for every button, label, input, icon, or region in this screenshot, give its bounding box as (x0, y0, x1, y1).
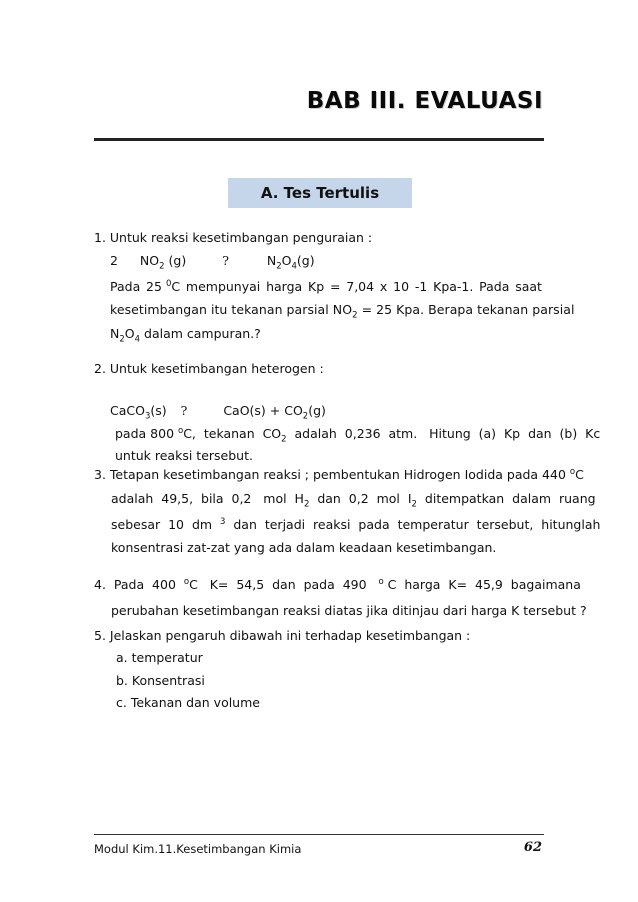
equilibrium-arrow-symbol: ? (180, 403, 188, 418)
q1-eq-product-b: O (281, 253, 292, 268)
q2-eq-a: CaCO (110, 403, 145, 418)
q1-eq-product-b-sub: 4 (291, 261, 297, 272)
q3-line-2 (111, 491, 596, 510)
q1-line-1: 1. Untuk reaksi kesetimbangan penguraian : (94, 230, 373, 245)
q3-l2-sub2: 2 (411, 499, 417, 510)
q3-l1-sup: o (569, 466, 576, 477)
q2-l3-c: adalah 0,236 atm. Hitung (a) Kp dan (b) Kc (286, 426, 601, 441)
q2-l3-b: C, tekanan CO (183, 426, 282, 441)
q2-eq-b: (s) (150, 403, 167, 418)
q1-l5-sub2: 4 (134, 334, 141, 345)
footer-rule (94, 834, 544, 835)
q1-word: Kp (308, 279, 325, 294)
q4-l1-c: C harga K= 45,9 bagaimana (383, 577, 581, 592)
q1-l5-c: dalam campuran.? (140, 326, 261, 341)
q1-l5-b: O (124, 326, 135, 341)
q3-l3-a: sebesar 10 dm (111, 517, 220, 532)
q2-equation (110, 403, 326, 422)
q1-eq-product-a: N (266, 253, 277, 268)
title-rule (94, 138, 544, 141)
chapter-title: BAB III. EVALUASI (306, 88, 543, 114)
q1-equation (110, 253, 315, 272)
q1-temp-unit: C (171, 279, 181, 294)
q1-word: -1 (414, 279, 428, 294)
q4-l1-a: 4. Pada 400 (94, 577, 184, 592)
q3-l2-sub1: 2 (303, 499, 310, 510)
q1-temp-degree: 0 (165, 278, 172, 289)
q2-line-4: untuk reaksi tersebut. (115, 448, 253, 463)
q2-l3-sup: o (178, 425, 184, 436)
equilibrium-arrow-symbol: ? (222, 253, 229, 268)
q1-eq-product-state: (g) (296, 253, 315, 268)
q1-eq-product-a-sub: 2 (276, 261, 282, 272)
q5-option-a: a. temperatur (116, 650, 203, 665)
q2-eq-sub1: 3 (144, 411, 151, 422)
q3-line-3 (111, 517, 600, 533)
q1-line-4 (110, 302, 575, 321)
q1-line-5 (110, 326, 261, 345)
q2-eq-d: (g) (308, 403, 326, 418)
q3-line-4: konsentrasi zat-zat yang ada dalam keadaan kesetimbangan. (111, 540, 497, 555)
q1-line-3 (110, 279, 542, 295)
q1-word: Pada (479, 279, 510, 294)
section-title: A. Tes Tertulis (260, 184, 380, 202)
q1-l4-text: kesetimbangan itu tekanan parsial NO (110, 302, 353, 317)
q3-l3-b: dan terjadi reaksi pada temperatur tersebut, hitunglah (225, 517, 601, 532)
q1-l5-a: N (110, 326, 120, 341)
q3-l2-b: dan 0,2 mol I (309, 491, 412, 506)
q1-eq-reactant: NO (139, 253, 160, 268)
section-header-box (228, 178, 412, 208)
q1-eq-reactant-sub: 2 (159, 261, 165, 272)
q3-l1-b: C (575, 467, 584, 482)
q2-l3-a: pada 800 (115, 426, 178, 441)
q3-line-1 (94, 467, 584, 483)
q3-l3-sup: 3 (220, 516, 226, 527)
q4-line-2: perubahan kesetimbangan reaksi diatas jika ditinjau dari harga K tersebut ? (111, 603, 587, 618)
q4-l1-b: C K= 54,5 dan pada 490 (189, 577, 379, 592)
q4-line-1 (94, 577, 581, 593)
q5-option-b: b. Konsentrasi (116, 673, 205, 688)
q1-word: harga (266, 279, 303, 294)
q4-l1-sup2: o (378, 576, 384, 587)
q1-temp-value: 25 (146, 279, 162, 294)
q1-word: = (329, 279, 341, 294)
q1-eq-coef: 2 (110, 253, 118, 268)
q2-line-3 (115, 425, 601, 445)
q1-temperature (146, 279, 180, 295)
q5-line-1: 5. Jelaskan pengaruh dibawah ini terhadap kesetimbangan : (94, 628, 471, 643)
q2-line-1: 2. Untuk kesetimbangan heterogen : (94, 361, 324, 376)
q3-l1-a: 3. Tetapan kesetimbangan reaksi ; pembentukan Hidrogen Iodida pada 440 (94, 467, 570, 482)
q1-word: 7,04 (346, 279, 375, 294)
q1-word: saat (515, 279, 542, 294)
q1-eq-reactant-state: (g) (164, 253, 187, 268)
q3-l2-c: ditempatkan dalam ruang (416, 491, 596, 506)
q2-l3-sub: 2 (281, 434, 287, 445)
q2-eq-sub2: 2 (302, 411, 309, 422)
q1-l4-sub: 2 (352, 310, 358, 321)
footer-module-name: Modul Kim.11.Kesetimbangan Kimia (94, 842, 302, 856)
q2-eq-c: CaO(s) + CO (223, 403, 303, 418)
q1-l4-text-b: = 25 Kpa. Berapa tekanan parsial (357, 302, 575, 317)
q1-word: Kpa-1. (433, 279, 474, 294)
q3-l2-a: adalah 49,5, bila 0,2 mol H (111, 491, 304, 506)
q1-word: mempunyai (185, 279, 261, 294)
q4-l1-sup1: o (183, 576, 190, 587)
page-number: 62 (523, 840, 542, 855)
q1-word: Pada (110, 279, 141, 294)
q1-word: 10 (393, 279, 410, 294)
q1-l5-sub1: 2 (119, 334, 125, 345)
q5-option-c: c. Tekanan dan volume (116, 695, 260, 710)
q1-word: x (379, 279, 388, 294)
